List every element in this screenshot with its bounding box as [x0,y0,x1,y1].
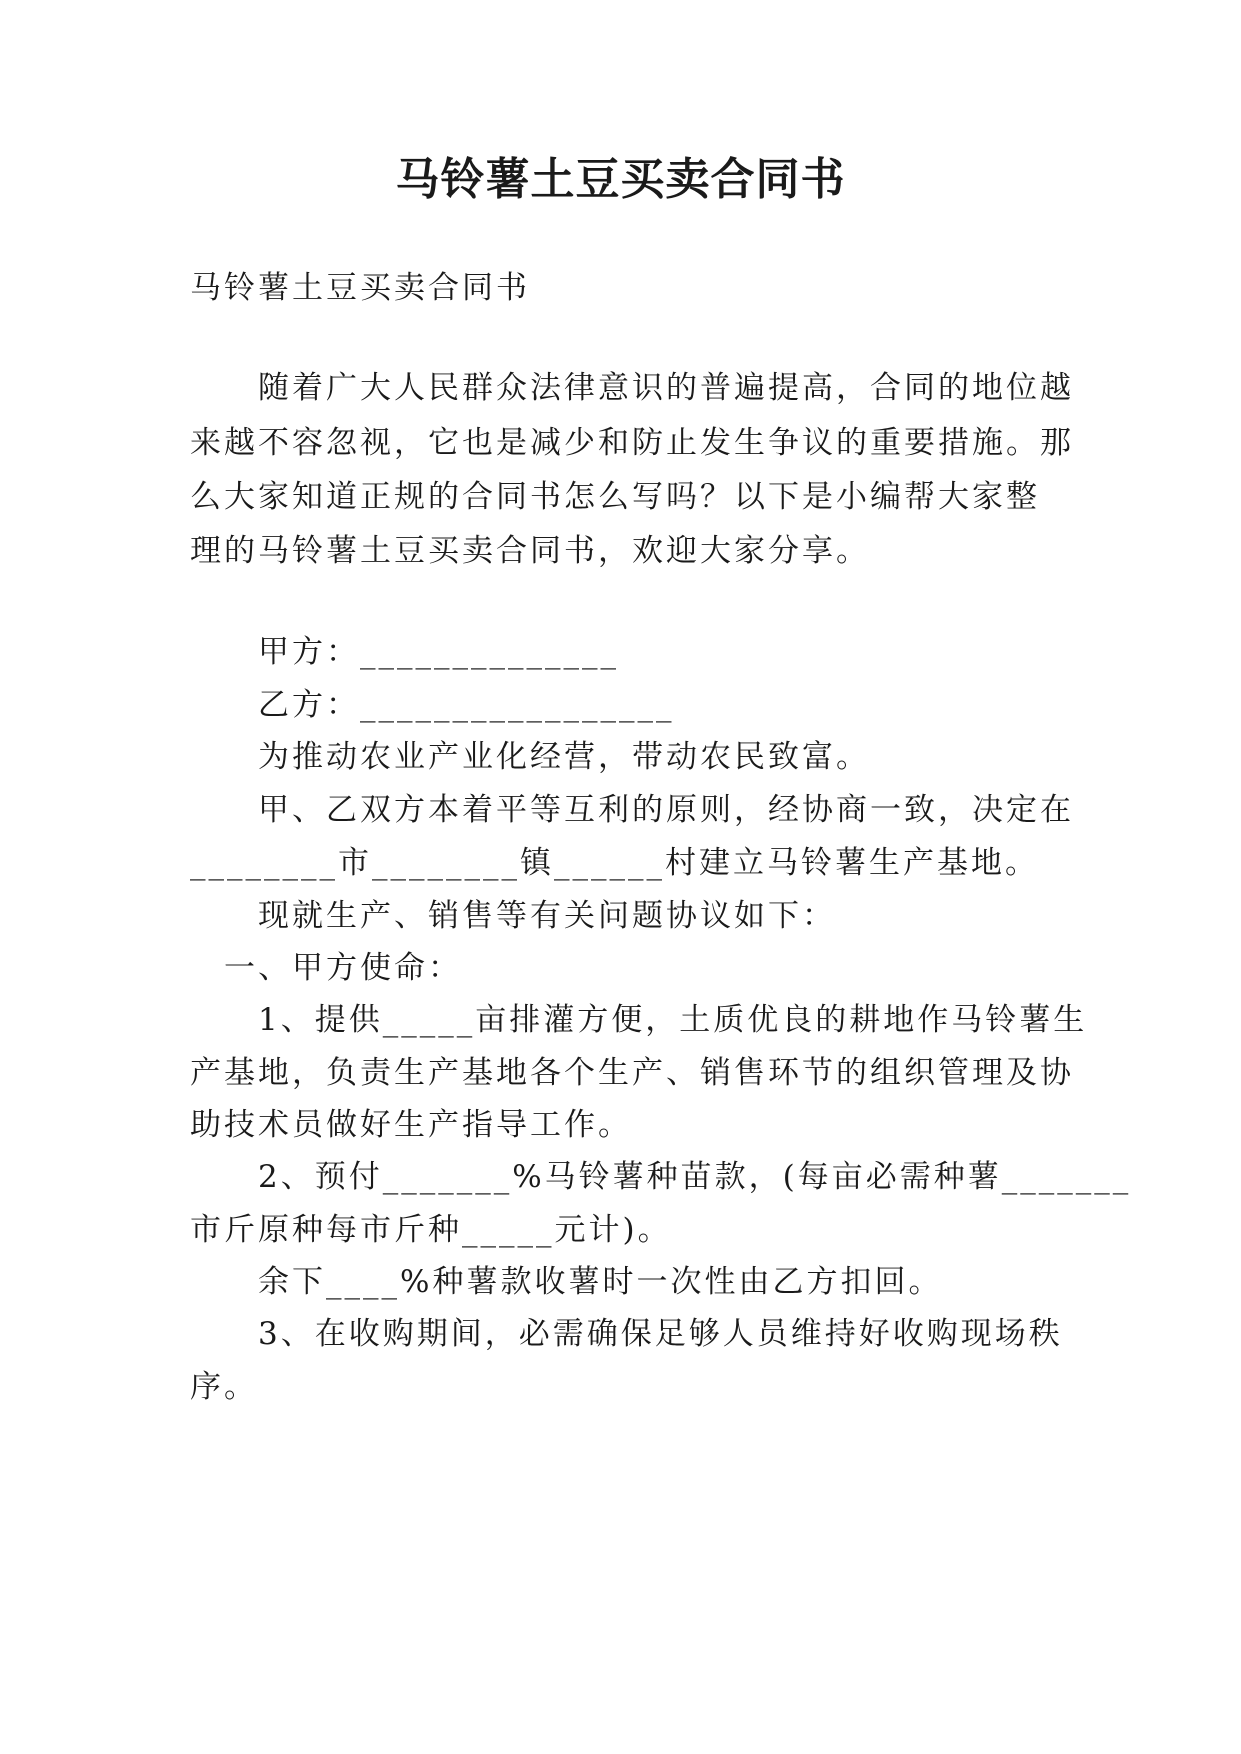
intro-line-1: 随着广大人民群众法律意识的普遍提高，合同的地位越 [258,370,1074,406]
preamble: 现就生产、销售等有关问题协议如下： [258,898,836,934]
item-3-line-2: 序。 [190,1369,258,1405]
intro-line-2: 来越不容忽视，它也是减少和防止发生争议的重要措施。那 [190,425,1074,461]
document-subtitle: 马铃薯土豆买卖合同书 [190,270,530,306]
agreement-line-1: 甲、乙双方本着平等互利的原则，经协商一致，决定在 [258,792,1074,828]
item-1-line-2: 产基地，负责生产基地各个生产、销售环节的组织管理及协 [190,1055,1074,1091]
party-a: 甲方：______________ [258,634,619,670]
section-1-heading: 一、甲方使命： [224,950,462,986]
purpose-statement: 为推动农业产业化经营，带动农民致富。 [258,739,870,775]
document-title: 马铃薯土豆买卖合同书 [395,154,846,205]
intro-line-3: 么大家知道正规的合同书怎么写吗？以下是小编帮大家整 [190,479,1040,515]
agreement-line-2: ________市________镇______村建立马铃薯生产基地。 [190,845,1039,881]
item-1-line-3: 助技术员做好生产指导工作。 [190,1107,632,1143]
item-2-remainder: 余下____%种薯款收薯时一次性由乙方扣回。 [258,1264,943,1300]
item-2-line-1: 2、预付_______%马铃薯种苗款，(每亩必需种薯_______ [258,1159,1132,1195]
intro-line-4: 理的马铃薯土豆买卖合同书，欢迎大家分享。 [190,533,870,569]
item-1-line-1: 1、提供_____亩排灌方便，土质优良的耕地作马铃薯生 [258,1002,1088,1038]
party-b: 乙方：_________________ [258,687,675,723]
item-3-line-1: 3、在收购期间，必需确保足够人员维持好收购现场秩 [258,1316,1063,1352]
item-2-line-2: 市斤原种每市斤种_____元计)。 [190,1212,672,1248]
